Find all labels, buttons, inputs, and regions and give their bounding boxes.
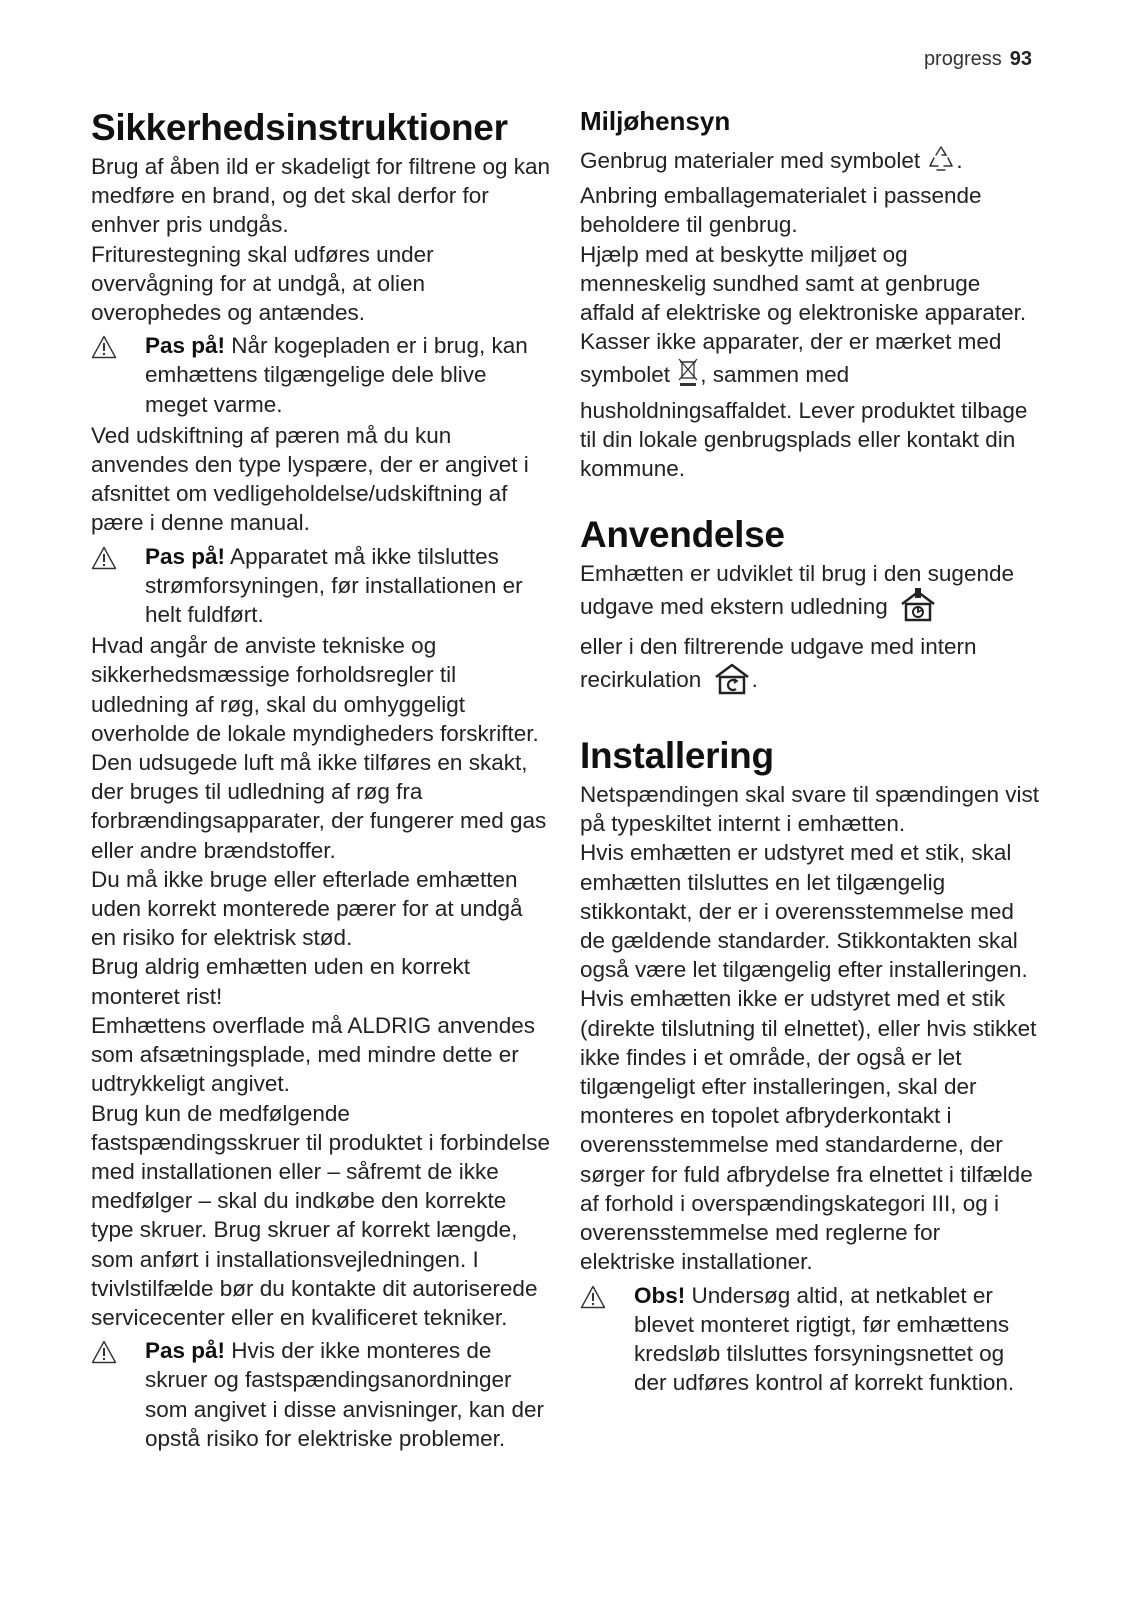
page-header <box>924 48 1032 71</box>
paragraph-usage <box>580 559 1040 704</box>
recycling-text-cont: . Anbring emballagematerialet i passende beholdere til genbrug. <box>580 148 982 238</box>
warning-text: Undersøg altid, at netkablet er blevet monteret rigtigt, før emhættens kredsløb tilsluttes forsyningsnettet og der udføres kontrol af korrekt funktion. <box>634 1282 1015 1396</box>
warning-mains-cable <box>580 1281 1040 1398</box>
paragraph-recycling <box>580 144 1040 240</box>
warning-label: Pas på! <box>145 1338 226 1364</box>
section-title-safety: Sikkerhedsinstruktioner <box>91 107 508 148</box>
warning-hot-parts <box>91 331 551 419</box>
page-number: 93 <box>1009 48 1032 70</box>
crossed-bin-icon <box>676 356 700 395</box>
paragraph-regulations: Hvad angår de anviste tekniske og sikkerhedsmæssige forholdsregler til udledning af røg, skal du omhyggeligt overholde de lokale myndigheders forskrifter. <box>91 633 539 746</box>
weee-text: Hjælp med at beskytte miljøet og menneskelig sundhed samt at genbruge affald af elektriske og elektroniske apparater. Kasser ikke apparater, der er mærket med symbolet <box>580 241 1027 388</box>
paragraph-open-fire: Brug af åben ild er skadeligt for filtrene og kan medføre en brand, og det skal derfor for enhver pris undgås. <box>91 154 551 238</box>
warning-power-supply <box>91 542 551 630</box>
usage-text: Emhætten er udviklet til brug i den sugende udgave med ekstern udledning <box>580 561 1015 620</box>
paragraph-voltage: Netspændingen skal svare til spændingen vist på typeskiltet internt i emhætten. <box>580 782 1039 837</box>
section-title-usage: Anvendelse <box>580 514 785 556</box>
warning-triangle-icon <box>91 331 145 419</box>
left-column <box>91 104 551 1455</box>
recycling-text: Genbrug materialer med symbolet <box>580 148 927 173</box>
warning-text: Hvis der ikke monteres de skruer og fastspændingsanordninger som angivet i disse anvisninger, kan der opstå risiko for elektriske problemer. <box>145 1338 544 1451</box>
paragraph-grille: Brug aldrig emhætten uden en korrekt monteret rist! <box>91 954 470 1009</box>
paragraph-exhaust-air: Den udsugede luft må ikke tilføres en skakt, der bruges til udledning af røg fra forbrændingsapparater, der fungerer med gas eller andre brændstoffer. <box>91 750 547 863</box>
paragraph-surface: Emhættens overflade må ALDRIG anvendes som afsætningsplade, med mindre dette er udtrykkeligt angivet. <box>91 1012 535 1097</box>
warning-electrical <box>91 1336 551 1453</box>
usage-text-cont: eller i den filtrerende udgave med intern recirkulation <box>580 633 977 692</box>
extraction-mode-icon <box>898 588 938 631</box>
paragraph-weee <box>580 240 1040 484</box>
paragraph-bulbs-fitted: Du må ikke bruge eller efterlade emhætten uden korrekt monterede pærer for at undgå en risiko for elektrisk stød. <box>91 866 523 951</box>
section-title-installation: Installering <box>580 735 774 777</box>
warning-label: Obs! <box>634 1282 686 1308</box>
paragraph-frying: Friturestegning skal udføres under overvågning for at undgå, at olien overophedes og antændes. <box>91 241 434 326</box>
warning-label: Pas på! <box>145 543 226 569</box>
warning-triangle-icon <box>580 1281 634 1398</box>
weee-text-cont: , sammen med husholdningsaffaldet. Lever produktet tilbage til din lokale genbrugsplads eller kontakt din kommune. <box>580 362 1028 482</box>
section-title-environment: Miljøhensyn <box>580 106 731 136</box>
warning-triangle-icon <box>91 542 145 630</box>
warning-label: Pas på! <box>145 333 226 359</box>
usage-period: . <box>751 666 758 692</box>
recycle-icon <box>926 144 956 181</box>
paragraph-screws: Brug kun de medfølgende fastspændingsskruer til produktet i forbindelse med installationen eller – såfremt de ikke medfølger – skal du indkøbe den korrekte type skruer. Brug skruer af korrekt længde, som anført i installationsvejledningen. I tvivlstilfælde bør du kontakte dit autoriserede servicecenter eller en kvalificeret tekniker. <box>91 1100 550 1330</box>
right-column <box>580 104 1040 1399</box>
brand-name: progress <box>923 48 1002 70</box>
paragraph-plug: Hvis emhætten er udstyret med et stik, skal emhætten tilsluttes en let tilgængelig stikkontakt, der er i overensstemmelse med de gældende standarder. Stikkontakten skal også være let tilgængelig efter installeringen. Hvis emhætten ikke er udstyret med et stik (direkte tilslutning til elnettet), eller hvis stikket ikke findes i et område, der også er let tilgængeligt efter installeringen, skal der monteres en topolet afbryderkontakt i overensstemmelse med standarderne, der sørger for fuld afbrydelse fra elnettet i tilfælde af forhold i overspændingskategori III, og i overensstemmelse med reglerne for elektriske installationer. <box>580 840 1037 1275</box>
recirculation-mode-icon <box>712 661 752 704</box>
warning-text: Apparatet må ikke tilsluttes strømforsyningen, før installationen er helt fuldført. <box>145 543 523 628</box>
paragraph-bulb: Ved udskiftning af pæren må du kun anvendes den type lyspære, der er angivet i afsnittet om vedligeholdelse/udskiftning af pære i denne manual. <box>91 422 529 536</box>
warning-triangle-icon <box>91 1336 145 1453</box>
warning-text: Når kogepladen er i brug, kan emhættens tilgængelige dele blive meget varme. <box>145 333 528 417</box>
